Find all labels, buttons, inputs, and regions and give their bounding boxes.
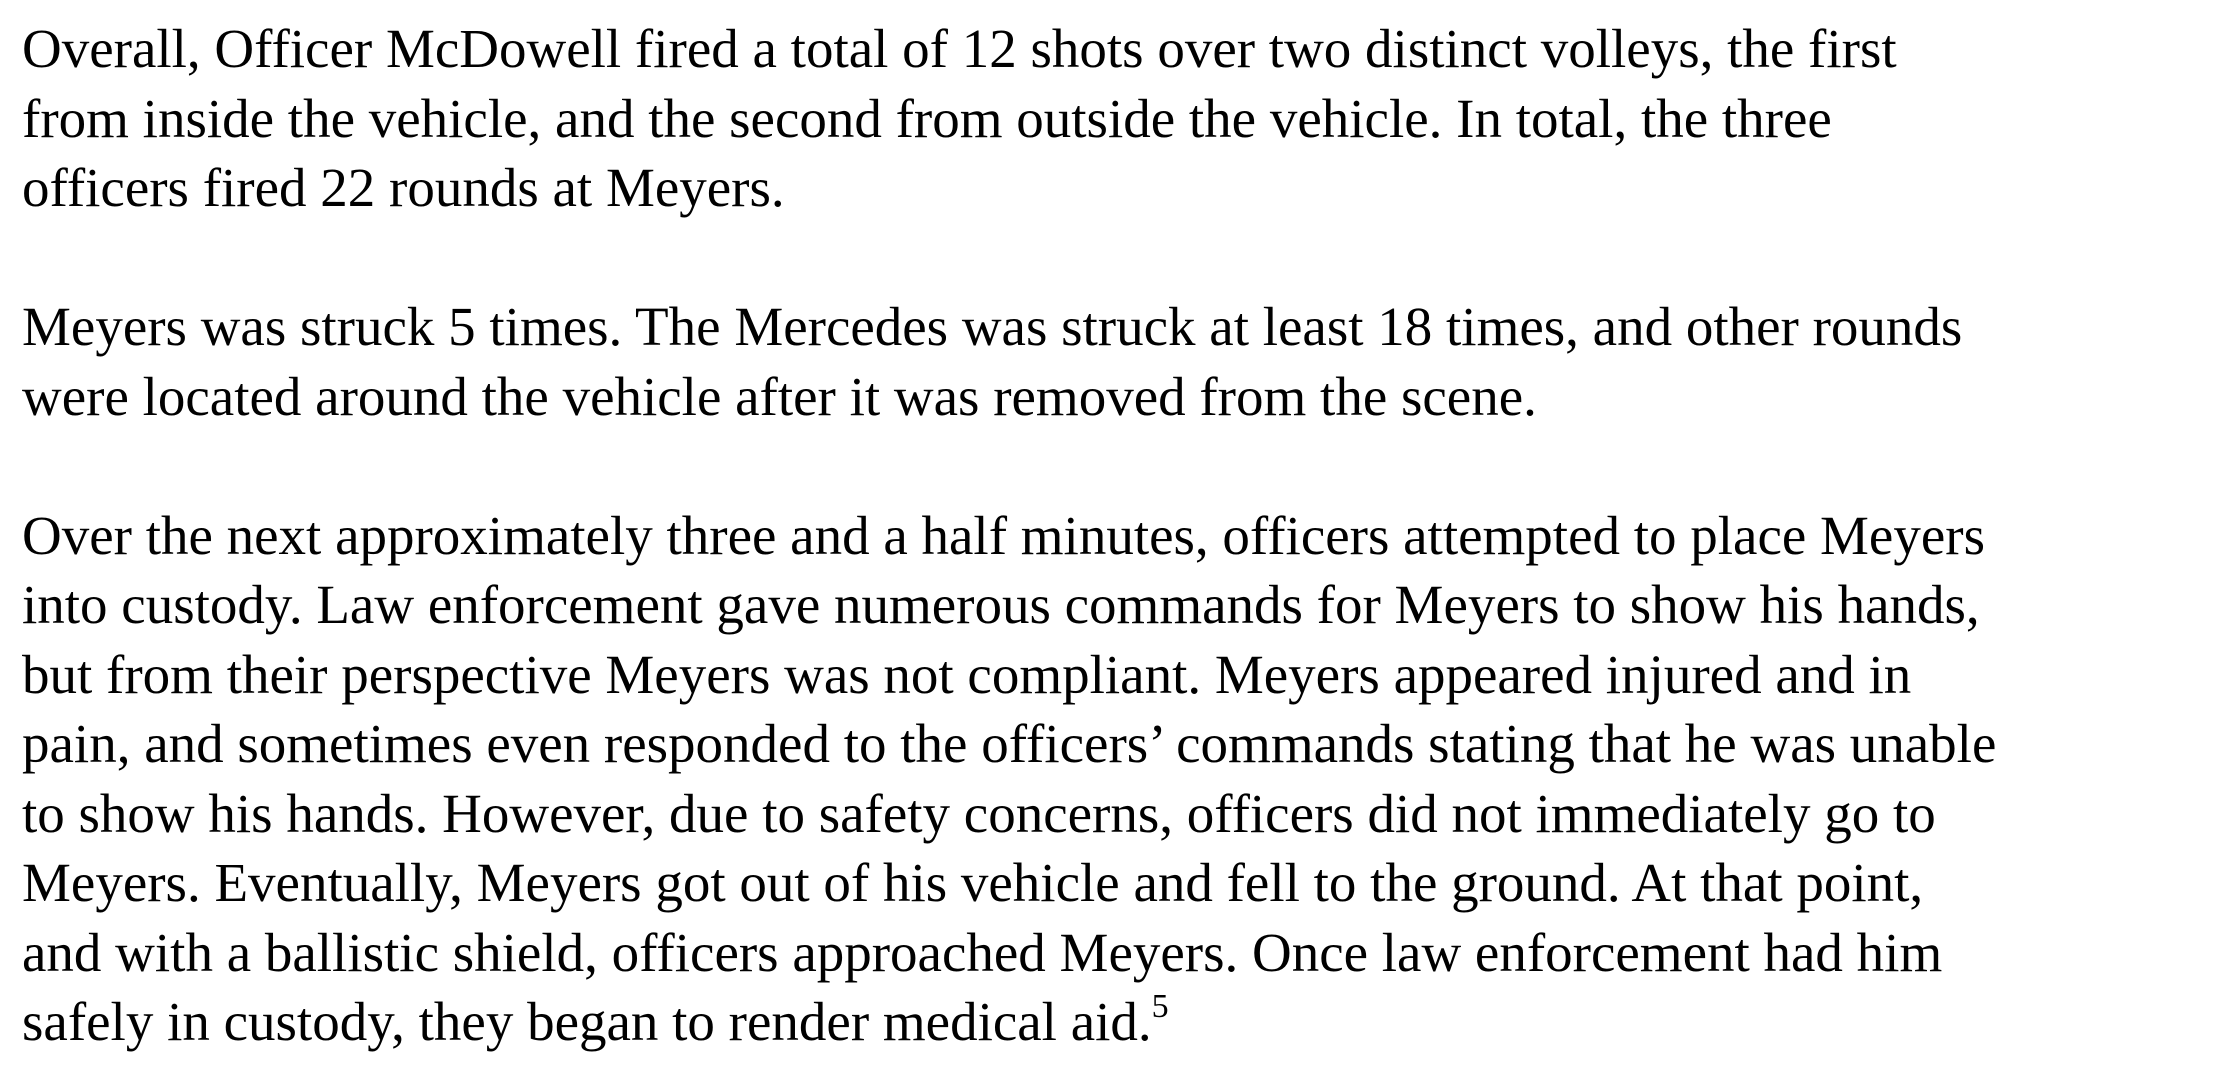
footnote-reference[interactable]: 5 <box>1151 987 1169 1025</box>
paragraph-text: Over the next approximately three and a half minutes, officers attempted to place Meyers into custody. Law enforcement gave numerous commands for Meyers to show his hands, but from their perspective Meyers was not compliant. Meyers appeared injured and in pain, and sometimes even responded to the officers’ commands stating that he was unable to show his hands. However, due to safety concerns, officers did not immediately go to Meyers. Eventually, Meyers got out of his vehicle and fell to the ground. At that point, and with a ballistic shield, officers approached Meyers. Once law enforcement had him safely in custody, they began to render medical aid. <box>22 504 1997 1052</box>
paragraph-shots-fired <box>22 14 2222 223</box>
paragraph-custody <box>22 501 2222 1057</box>
paragraph-text: Meyers was struck 5 times. The Mercedes was struck at least 18 times, and other rounds were located around the vehicle after it was removed from the scene. <box>22 296 1963 427</box>
paragraph-text: Overall, Officer McDowell fired a total of 12 shots over two distinct volleys, the first from inside the vehicle, and the second from outside the vehicle. In total, the three officers fired 22 rounds at Meyers. <box>22 18 1897 218</box>
document-body <box>22 14 2222 1057</box>
paragraph-strikes <box>22 292 2222 431</box>
